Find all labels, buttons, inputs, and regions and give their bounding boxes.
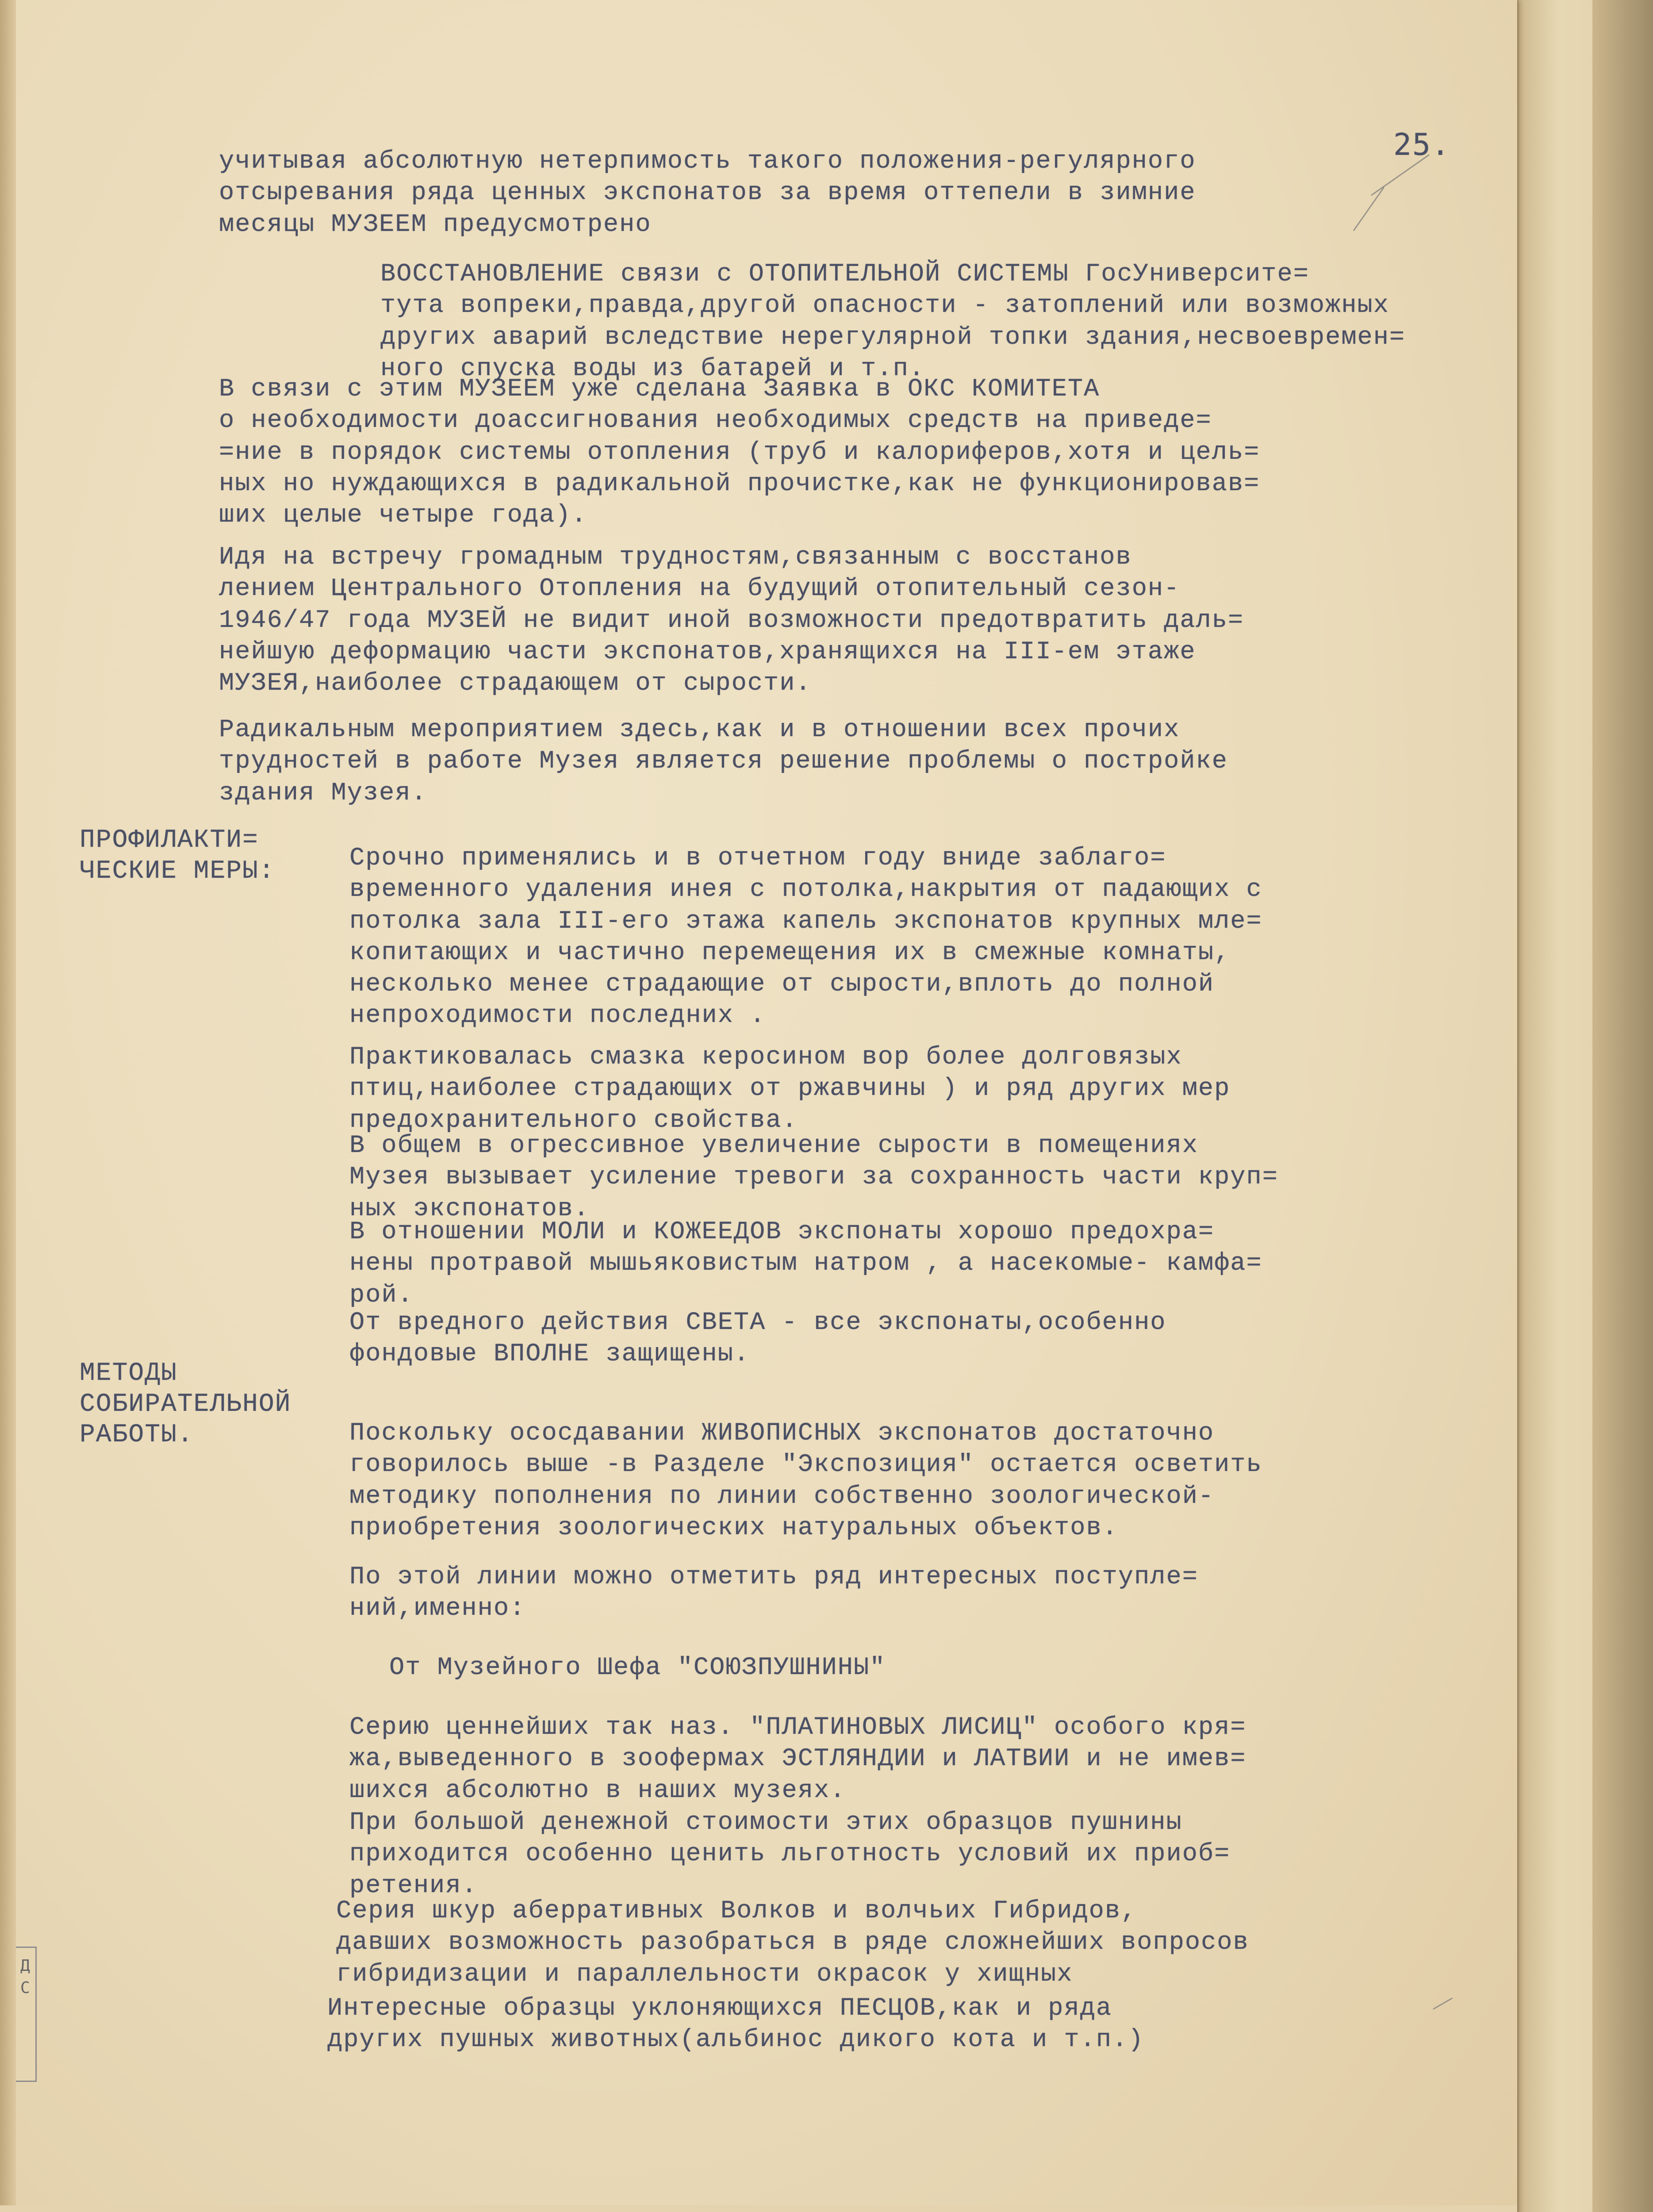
- section-paragraph: По этой линии можно отметить ряд интересных поступле= ний,именно:: [349, 1563, 1198, 1623]
- side-tab-letter: С: [20, 1979, 30, 1997]
- paragraph: Радикальным мероприятием здесь,как и в отношении всех прочих трудностей в работе Музея является решение проблемы о постройке здания Музея.: [219, 716, 1228, 807]
- binding-edge: [0, 0, 16, 2212]
- section-heading-collecting-methods: МЕТОДЫ СОБИРАТЕЛЬНОЙ РАБОТЫ.: [80, 1359, 291, 1450]
- section-paragraph: Срочно применялись и в отчетном году вниде заблаго= временного удаления инея с потолка,накрытия от падающих с потолка зала III-его этажа капель экспонатов крупных мле= копитающих и частично перемещения их в смежные комнаты, несколько менее страдающие от сырости,вплоть до полной непроходимости последних .: [349, 844, 1262, 1030]
- acquisitions-heading: От Музейного Шефа "СОЮЗПУШНИНЫ": [389, 1654, 886, 1682]
- underlying-sheet-edge: [1592, 0, 1653, 2212]
- paragraph: В связи с этим МУЗЕЕМ уже сделана Заявка в ОКС КОМИТЕТА о необходимости доассигнования необходимых средств на приведе= =ние в порядок системы отопления (труб и калориферов,хотя и цель= ных но нуждающихся в радикальной прочистке,как не функционировав= ших целые четыре года).: [219, 375, 1260, 530]
- acquisition-item: Серию ценнейших так наз. "ПЛАТИНОВЫХ ЛИСИЦ" особого кря= жа,выведенного в зоофермах ЭСТЛЯНДИИ и ЛАТВИИ и не имев= шихся абсолютно в наших музеях.: [349, 1713, 1246, 1805]
- paragraph: учитывая абсолютную нетерпимость такого положения-регулярного отсыревания ряда ценных экспонатов за время оттепели в зимние месяцы МУЗЕЕМ предусмотрено: [219, 147, 1196, 239]
- acquisition-item: При большой денежной стоимости этих образцов пушнины приходится особенно ценить льготность условий их приоб= ретения.: [349, 1809, 1231, 1900]
- section-paragraph: В общем в огрессивное увеличение сырости в помещениях Музея вызывает усиление тревоги за сохранность части круп= ных экспонатов.: [349, 1132, 1278, 1223]
- section-heading-prophylactic: ПРОФИЛАКТИ= ЧЕСКИЕ МЕРЫ:: [80, 826, 275, 886]
- acquisition-item: Интересные образцы уклоняющихся ПЕСЦОВ,как и ряда других пушных животных(альбинос дикого кота и т.п.): [327, 1994, 1144, 2055]
- page-number: 25.: [1393, 127, 1450, 162]
- section-paragraph: От вредного действия СВЕТА - все экспонаты,особенно фондовые ВПОЛНЕ защищены.: [349, 1309, 1166, 1369]
- side-tab: [16, 1947, 37, 2082]
- side-tab-letter: Д: [20, 1957, 30, 1975]
- acquisition-item: Серия шкур аберративных Волков и волчьих Гибридов, давших возможность разобраться в ряде сложнейших вопросов гибридизации и параллельности окрасок у хищных: [336, 1897, 1249, 1989]
- section-paragraph: Практиковалась смазка керосином вор более долговязых птиц,наиболее страдающих от ржавчины ) и ряд других мер предохранительного свойства.: [349, 1043, 1231, 1135]
- section-paragraph: Поскольку ососдавании ЖИВОПИСНЫХ экспонатов достаточно говорилось выше -в Разделе "Экспозиция" остается осветить методику пополнения по линии собственно зоологической- приобретения зоологических натуральных объектов.: [349, 1419, 1262, 1542]
- section-paragraph: В отношении МОЛИ и КОЖЕЕДОВ экспонаты хорошо предохра= нены протравой мышьяковистым натром , а насекомые- камфа= рой.: [349, 1218, 1262, 1310]
- paragraph: Идя на встречу громадным трудностям,связанным с восстанов лением Центрального Отопления на будущий отопительный сезон- 1946/47 года МУЗЕЙ не видит иной возможности предотвратить даль= нейшую деформацию части экспонатов,хранящихся на III-ем этаже МУЗЕЯ,наиболее страдающем от сырости.: [219, 543, 1244, 698]
- stacked-sheets-bottom: [0, 2205, 1517, 2212]
- paragraph: ВОССТАНОВЛЕНИЕ связи с ОТОПИТЕЛЬНОЙ СИСТЕМЫ ГосУниверсите= тута вопреки,правда,другой опасности - затоплений или возможных других аварий вследствие нерегулярной топки здания,несвоевремен= ного спуска воды из батарей и т.п.: [380, 260, 1406, 383]
